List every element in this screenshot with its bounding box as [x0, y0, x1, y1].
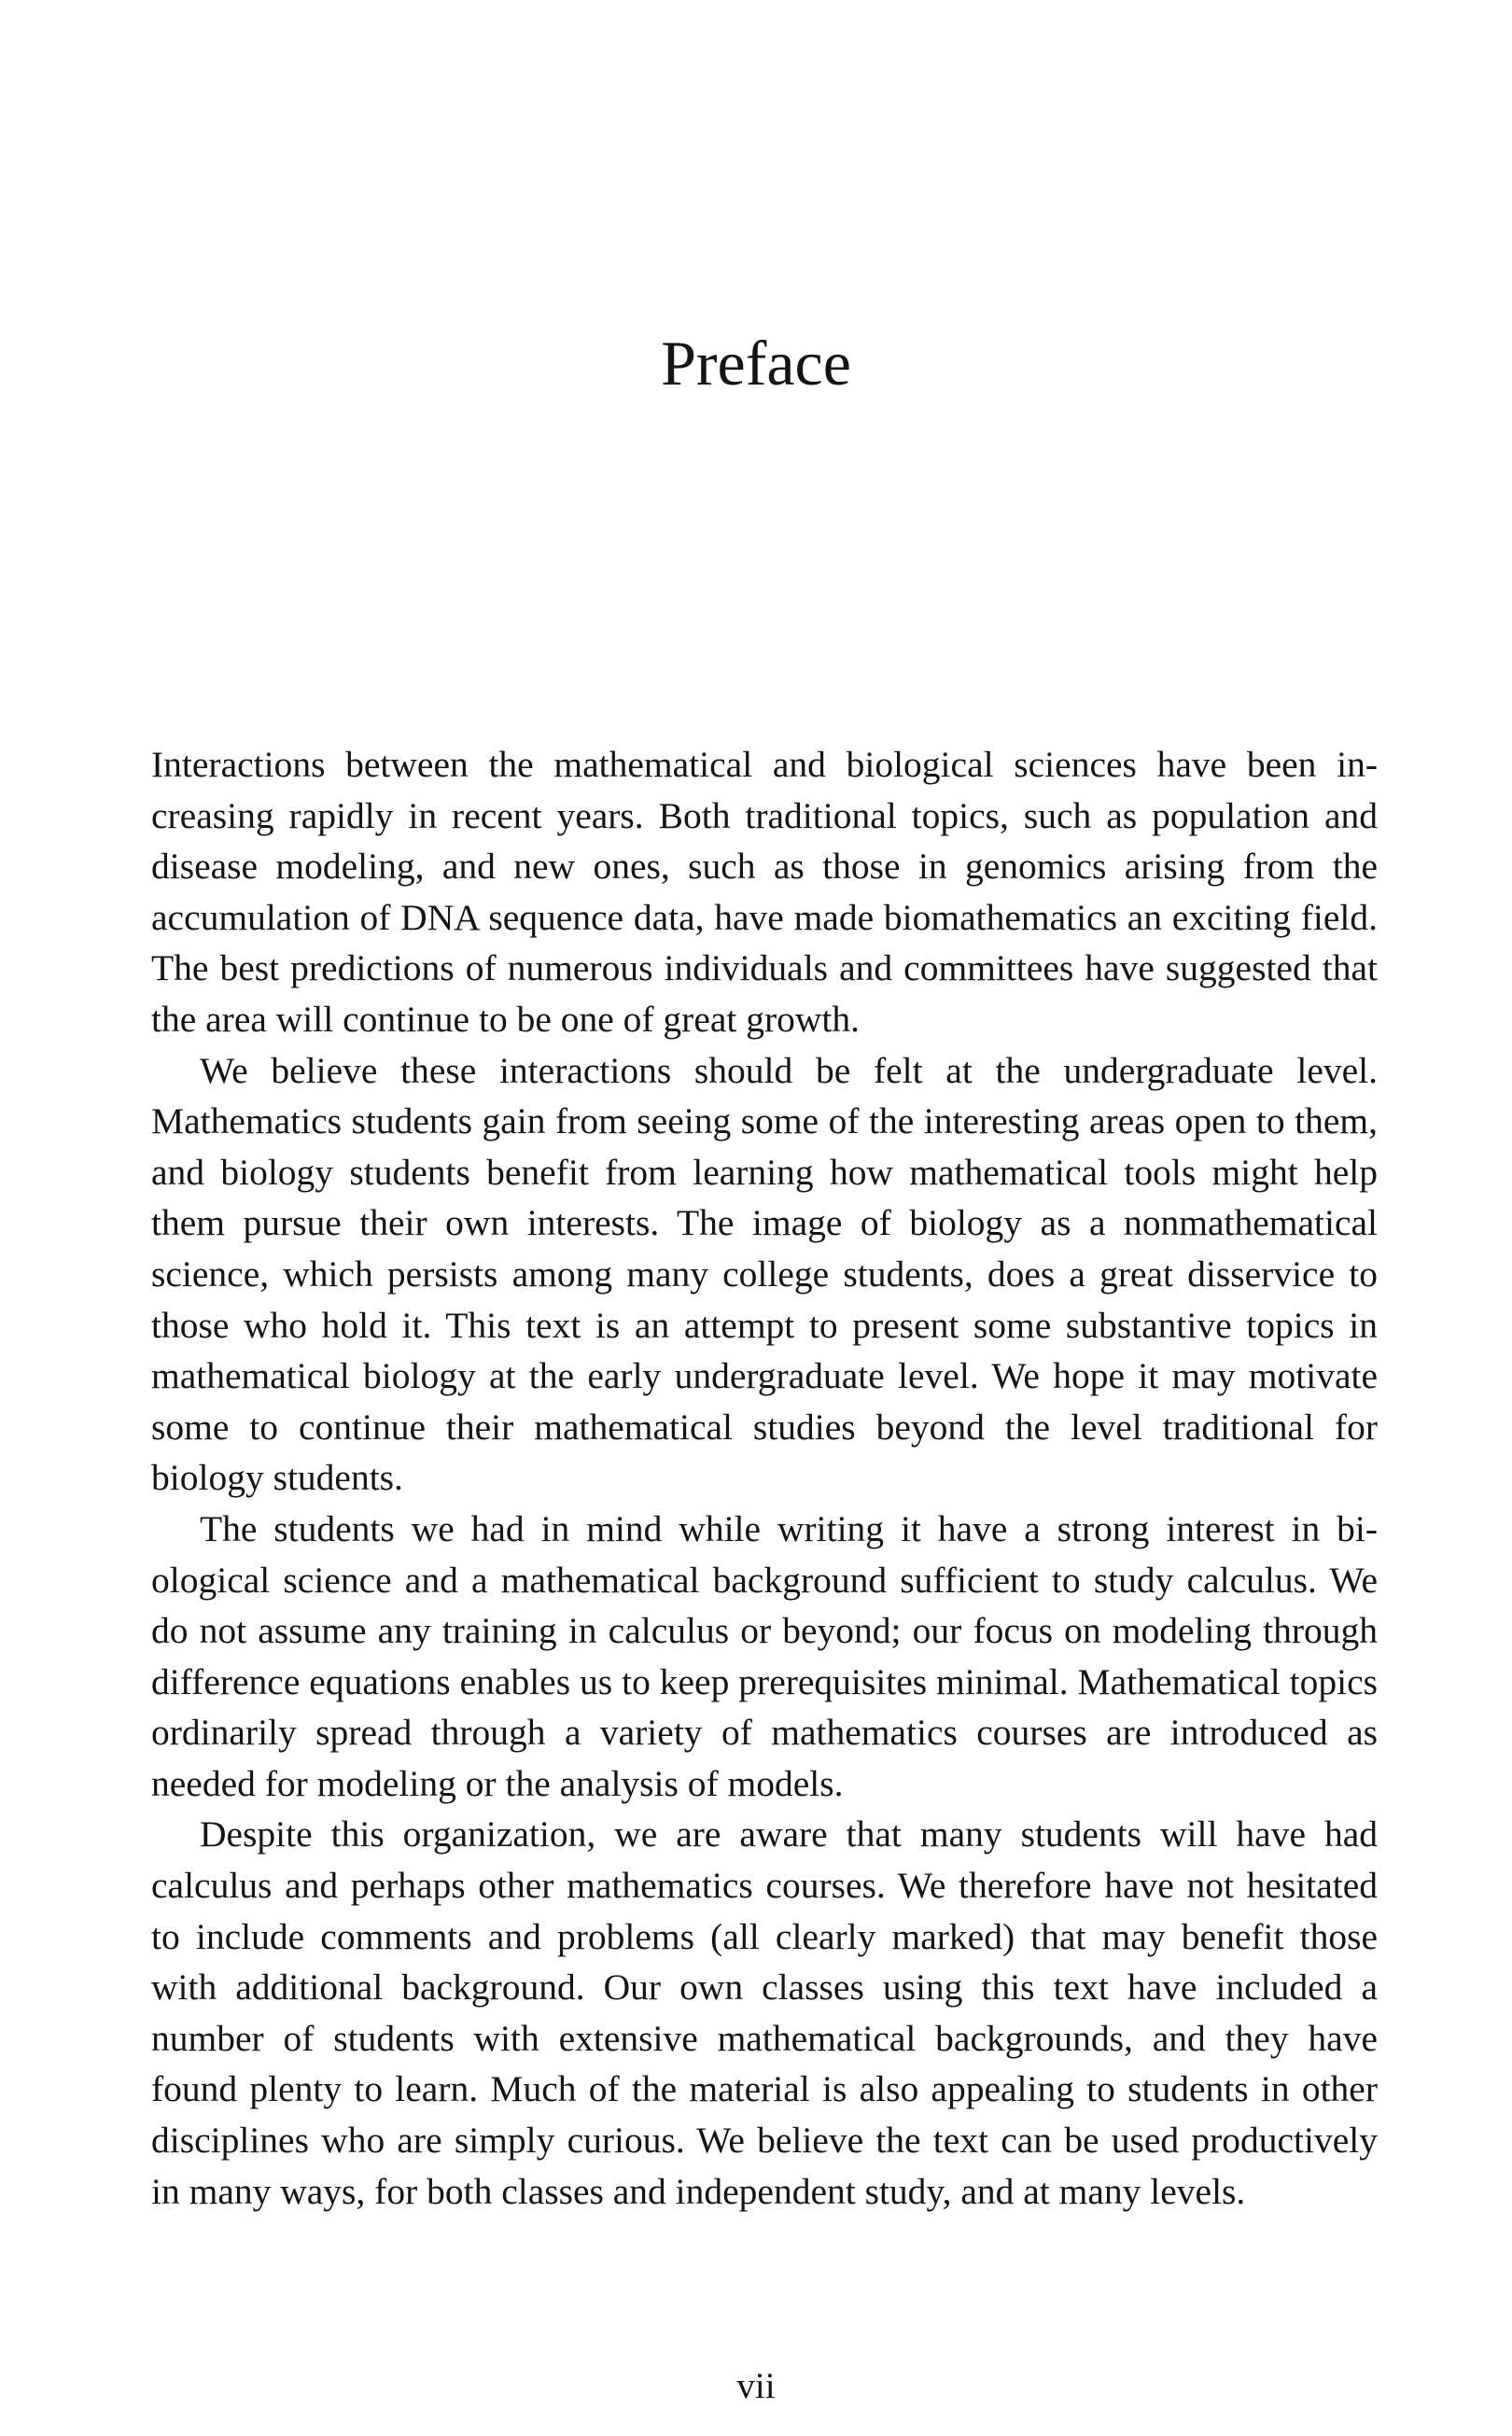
paragraph-1: Interactions between the mathematical and biological sciences have been increasing rapidly in recent years. Both traditional topics, such as population and disease modeling, and new ones, such as those in genomics arising from the accumulation of DNA sequence data, have made biomathematics an exciting field. The best predictions of numerous individuals and committees have suggested that the area will continue to be one of great growth.: [151, 744, 1378, 1040]
paragraph-2: We believe these interactions should be felt at the undergraduate level. Mathematics students gain from seeing some of the interesting areas open to them, and biology students benefit from learning how mathematical tools might help them pursue their own interests. The image of biology as a nonmathematical science, which persists among many college students, does a great disservice to those who hold it. This text is an attempt to present some substantive topics in mathematical biology at the early undergraduate level. We hope it may motivate some to continue their mathematical studies beyond the level traditional for biology students.: [151, 1049, 1378, 1499]
page-number: vii: [736, 2366, 776, 2406]
preface-body: [151, 739, 1378, 2217]
paragraph-3: The students we had in mind while writing it have a strong interest in biological science and a mathematical background sufficient to study calculus. We do not assume any training in calculus or beyond; our focus on modeling through difference equations enables us to keep prerequisites minimal. Mathematical topics ordinarily spread through a variety of mathematics courses are introduced as needed for modeling or the analysis of models.: [151, 1507, 1378, 1804]
page-title: Preface: [661, 328, 851, 399]
paragraph-4: Despite this organization, we are aware that many students will have had calculus and perhaps other mathematics courses. We therefore have not hesitated to include comments and problems (all clearly marked) that may benefit those with additional background. Our own classes using this text have included a number of students with extensive mathematical backgrounds, and they have found plenty to learn. Much of the material is also appealing to students in other disciplines who are simply curious. We believe the text can be used productively in many ways, for both classes and independent study, and at many levels.: [151, 1813, 1378, 2212]
